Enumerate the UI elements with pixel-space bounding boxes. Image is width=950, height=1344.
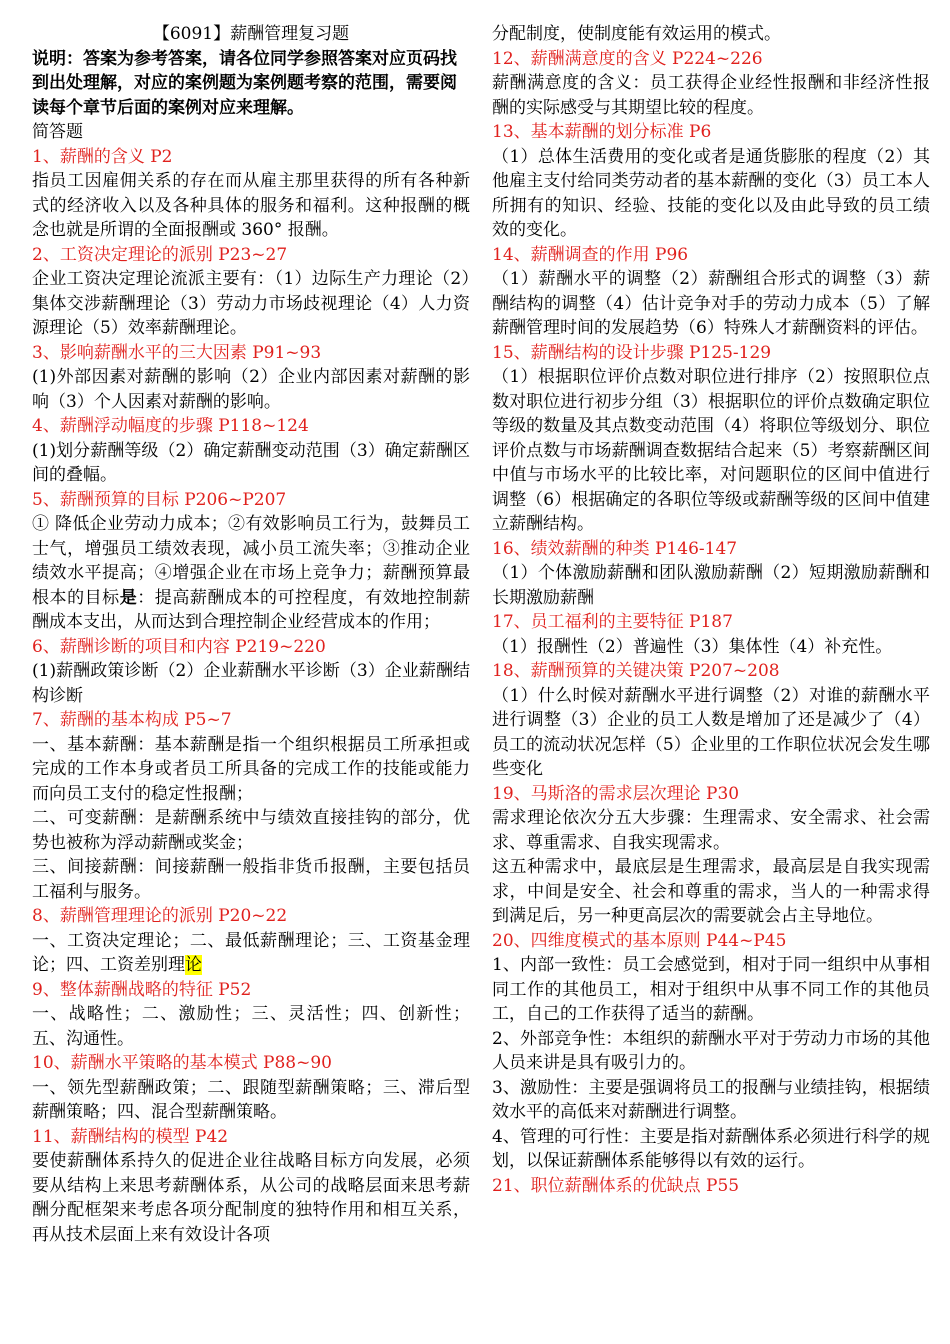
answer-20-item-4: 4、管理的可行性：主要是指对薪酬体系必须进行科学的规划，以保证薪酬体系能够得以有效的运行。 (492, 1126, 930, 1171)
answer-7-item-3: 三、间接薪酬：间接薪酬一般指非货币报酬，主要包括员工福利与服务。 (32, 857, 470, 902)
answer-11-continued: 分配制度，使制度能有效运用的模式。 (492, 24, 781, 44)
question-18: 18、薪酬预算的关键决策 P207~208 (492, 661, 780, 681)
answer-4: (1)划分薪酬等级（2）确定薪酬变动范围（3）确定薪酬区间的叠幅。 (32, 440, 470, 485)
answer-20-item-1: 1、内部一致性：员工会感觉到，相对于同一组织中从事相同工作的其他员工，相对于组织中从事不同工作的其他员工，自己的工作获得了适当的薪酬。 (492, 955, 930, 1024)
answer-5-bold: 是 (119, 587, 138, 608)
question-21: 21、职位薪酬体系的优缺点 P55 (492, 1175, 740, 1196)
answer-8-text: 一、工资决定理论；二、最低薪酬理论；三、工资基金理论；四、工资差别理 (32, 930, 470, 975)
question-3: 3、影响薪酬水平的三大因素 P91~93 (32, 342, 322, 363)
answer-11: 要使薪酬体系持久的促进企业往战略目标方向发展，必须要从结构上来思考薪酬体系，从公司的战略层面来思考薪酬分配框架来考虑各项分配制度的独特作用和相互关系，再从技术层面上来有效设计各项 (32, 1151, 470, 1245)
question-17: 17、员工福利的主要特征 P187 (492, 612, 733, 632)
question-13: 13、基本薪酬的划分标准 P6 (492, 122, 712, 142)
question-1: 1、薪酬的含义 P2 (32, 146, 173, 167)
question-6: 6、薪酬诊断的项目和内容 P219~220 (32, 636, 326, 657)
question-11: 11、薪酬结构的模型 P42 (32, 1126, 229, 1147)
answer-3: (1)外部因素对薪酬的影响（2）企业内部因素对薪酬的影响（3）个人因素对薪酬的影响。 (32, 367, 470, 412)
question-20: 20、四维度模式的基本原则 P44~P45 (492, 930, 787, 951)
question-7: 7、薪酬的基本构成 P5~7 (32, 710, 232, 730)
answer-10: 一、领先型薪酬政策；二、跟随型薪酬策略；三、滞后型薪酬策略；四、混合型薪酬策略。 (32, 1077, 470, 1122)
notice-text: 说明：答案为参考答案，请各位同学参照答案对应页码找到出处理解，对应的案例题为案例题考察的范围，需要阅读每个章节后面的案例对应来理解。 (32, 48, 457, 118)
question-19: 19、马斯洛的需求层次理论 P30 (492, 783, 740, 804)
answer-5 (32, 512, 470, 635)
answer-9: 一、战略性；二、激励性；三、灵活性；四、创新性；五、沟通性。 (32, 1004, 470, 1049)
answer-17: （1）报酬性（2）普遍性（3）集体性（4）补充性。 (492, 636, 893, 657)
right-column (492, 22, 930, 1198)
answer-12: 薪酬满意度的含义：员工获得企业经性报酬和非经济性报酬的实际感受与其期望比较的程度。 (492, 73, 930, 118)
doc-title: 【6091】薪酬管理复习题 (152, 24, 350, 44)
question-15: 15、薪酬结构的设计步骤 P125-129 (492, 342, 772, 363)
answer-6: (1)薪酬政策诊断（2）企业薪酬水平诊断（3）企业薪酬结构诊断 (32, 661, 470, 706)
question-16: 16、绩效薪酬的种类 P146-147 (492, 538, 738, 559)
answer-15: （1）根据职位评价点数对职位进行排序（2）按照职位点数对职位进行初步分组（3）根据职位的评价点数确定职位等级的数量及其点数变动范围（4）将职位等级划分、职位评价点数与市场薪酬调查数据结合起来（5）考察薪酬区间中值与市场水平的比较比率，对问题职位的区间中值进行调整（6）根据确定的各职位等级或薪酬等级的区间中值建立薪酬结构。 (492, 367, 930, 534)
answer-1: 指员工因雇佣关系的存在而从雇主那里获得的所有各种新式的经济收入以及各种具体的服务和福利。这种报酬的概念也就是所谓的全面报酬或 360° 报酬。 (32, 171, 470, 240)
question-2: 2、工资决定理论的派别 P23~27 (32, 244, 288, 265)
answer-19-part-2: 这五种需求中，最底层是生理需求，最高层是自我实现需求，中间是安全、社会和尊重的需求，当人的一种需求得到满足后，另一种更高层次的需要就会占主导地位。 (492, 857, 930, 926)
question-5: 5、薪酬预算的目标 P206~P207 (32, 489, 287, 510)
answer-5-part-1: ① 降低企业劳动力成本；②有效影响员工行为，鼓舞员工士气，增强员工绩效表现，减小员工流失率；③推动企业绩效水平提高；④增强企业在市场上竞争力；薪酬预算最根本的目标 (32, 514, 470, 608)
answer-14: （1）薪酬水平的调整（2）薪酬组合形式的调整（3）薪酬结构的调整（4）估计竞争对手的劳动力成本（5）了解薪酬管理时间的发展趋势（6）特殊人才薪酬资料的评估。 (492, 269, 930, 338)
answer-16: （1）个体激励薪酬和团队激励薪酬（2）短期激励薪酬和长期激励薪酬 (492, 563, 930, 608)
answer-8-highlight: 论 (185, 955, 202, 975)
answer-20-item-3: 3、激励性：主要是强调将员工的报酬与业绩挂钩，根据绩效水平的高低来对薪酬进行调整。 (492, 1077, 930, 1122)
answer-20-item-2: 2、外部竞争性：本组织的薪酬水平对于劳动力市场的其他人员来讲是具有吸引力的。 (492, 1028, 930, 1073)
answer-18: （1）什么时候对薪酬水平进行调整（2）对谁的薪酬水平进行调整（3）企业的员工人数是增加了还是减少了（4）员工的流动状况怎样（5）企业里的工作职位状况会发生哪些变化 (492, 685, 930, 779)
question-4: 4、薪酬浮动幅度的步骤 P118~124 (32, 416, 309, 436)
question-12: 12、薪酬满意度的含义 P224~226 (492, 48, 763, 69)
section-heading: 简答题 (32, 122, 83, 142)
question-14: 14、薪酬调查的作用 P96 (492, 244, 689, 265)
left-column (32, 22, 470, 1247)
answer-7-item-1: 一、基本薪酬：基本薪酬是指一个组织根据员工所承担或完成的工作本身或者员工所具备的完成工作的技能或能力而向员工支付的稳定性报酬； (32, 734, 470, 804)
answer-8 (32, 929, 470, 978)
question-9: 9、整体薪酬战略的特征 P52 (32, 979, 252, 1000)
question-8: 8、薪酬管理理论的派别 P20~22 (32, 906, 288, 926)
answer-5-part-2: ：提高薪酬成本的可控程度，有效地控制薪酬成本支出，从而达到合理控制企业经营成本的作用； (32, 587, 471, 632)
answer-2: 企业工资决定理论流派主要有：（1）边际生产力理论（2）集体交涉薪酬理论（3）劳动力市场歧视理论（4）人力资源理论（5）效率薪酬理论。 (32, 269, 470, 338)
question-10: 10、薪酬水平策略的基本模式 P88~90 (32, 1053, 332, 1073)
answer-7-item-2: 二、可变薪酬：是薪酬系统中与绩效直接挂钩的部分，优势也被称为浮动薪酬或奖金； (32, 808, 470, 853)
answer-13: （1）总体生活费用的变化或者是通货膨胀的程度（2）其他雇主支付给同类劳动者的基本薪酬的变化（3）员工本人所拥有的知识、经验、技能的变化以及由此导致的员工绩效的变化。 (492, 146, 930, 240)
answer-19-part-1: 需求理论依次分五大步骤：生理需求、安全需求、社会需求、尊重需求、自我实现需求。 (492, 808, 930, 853)
